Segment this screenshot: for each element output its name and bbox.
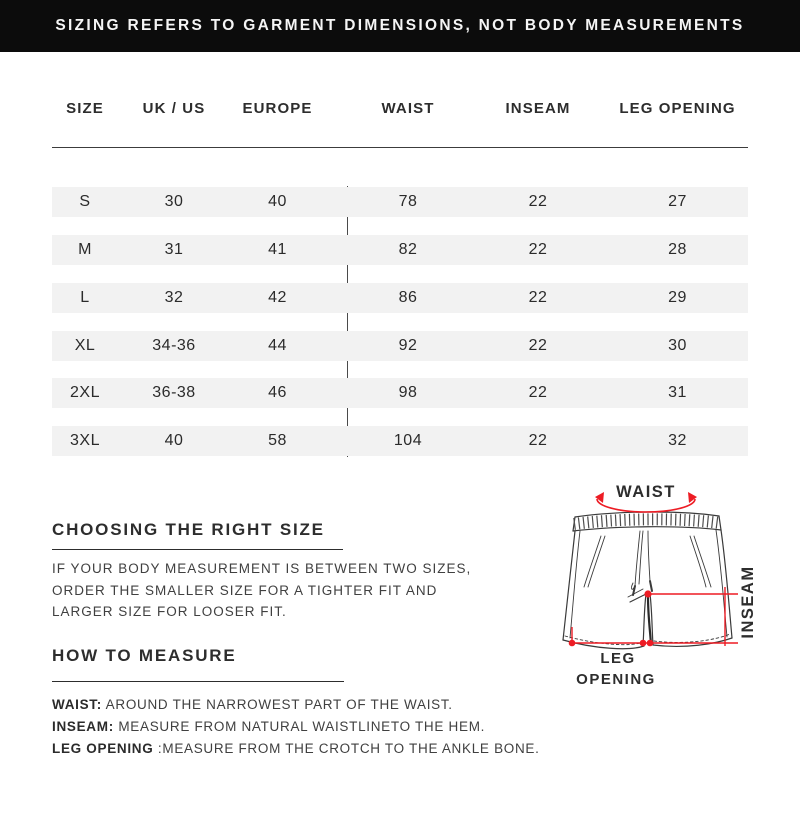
leg-opening-label-line2: OPENING — [576, 671, 656, 688]
table-cell: 30 — [668, 337, 687, 354]
column-header-size: SIZE — [66, 100, 104, 117]
table-cell: 44 — [268, 337, 287, 354]
table-cell: 22 — [528, 193, 548, 210]
how-to-measure-heading: HOW TO MEASURE — [52, 646, 237, 665]
measure-item-leg-opening — [52, 738, 540, 760]
leg-left-dot — [569, 640, 576, 647]
column-header-europe: EUROPE — [242, 100, 313, 117]
measure-item-waist — [52, 694, 540, 716]
paragraph-line: LARGER SIZE FOR LOOSER FIT. — [52, 604, 287, 619]
table-cell: 22 — [528, 432, 548, 449]
table-cell: 78 — [398, 193, 418, 210]
table-row — [52, 426, 748, 456]
table-cell: 22 — [528, 241, 548, 258]
table-cell: 40 — [164, 432, 184, 449]
table-cell: 30 — [164, 193, 184, 210]
shorts-sketch — [540, 470, 800, 700]
table-cell: 41 — [268, 241, 287, 258]
waist-arrow-right — [688, 492, 697, 503]
table-cell: 34-36 — [152, 337, 196, 354]
table-cell: 98 — [398, 384, 418, 401]
table-cell: 22 — [528, 384, 548, 401]
table-cell: 40 — [268, 193, 287, 210]
measure-heading-rule — [52, 681, 344, 682]
table-cell: M — [78, 241, 92, 258]
table-cell: 27 — [668, 193, 687, 210]
table-cell: 28 — [668, 241, 687, 258]
table-row — [52, 331, 748, 361]
table-row — [52, 283, 748, 313]
top-banner — [0, 0, 800, 52]
leg-inner-dot — [640, 640, 647, 647]
table-row — [52, 378, 748, 408]
table-cell: 32 — [164, 289, 184, 306]
column-header-leg-opening: LEG OPENING — [619, 100, 736, 117]
table-cell: 86 — [398, 289, 418, 306]
inseam-label: INSEAM — [739, 565, 757, 639]
header-rule — [52, 147, 748, 148]
column-header-uk-us: UK / US — [142, 100, 206, 117]
table-cell: 31 — [668, 384, 687, 401]
measure-item-label: INSEAM: — [52, 719, 114, 734]
column-header-inseam: INSEAM — [505, 100, 571, 117]
measure-instructions — [52, 694, 540, 760]
leg-opening-label-line1: LEG — [600, 650, 636, 667]
column-header-waist: WAIST — [381, 100, 435, 117]
column-divider — [347, 186, 348, 457]
table-cell: S — [79, 193, 91, 210]
measure-item-label: WAIST: — [52, 697, 102, 712]
table-header-row — [52, 100, 748, 117]
measure-item-text: MEASURE FROM NATURAL WAISTLINETO THE HEM. — [113, 719, 486, 734]
table-cell: 3XL — [70, 432, 100, 449]
waist-arrow-left — [595, 492, 604, 503]
table-cell: 58 — [268, 432, 287, 449]
table-cell: 29 — [668, 289, 687, 306]
choosing-heading-rule — [52, 549, 343, 550]
table-cell: 2XL — [70, 384, 100, 401]
size-table — [52, 100, 748, 456]
table-cell: 46 — [268, 384, 287, 401]
table-cell: L — [80, 289, 90, 306]
table-cell: 22 — [528, 337, 548, 354]
table-cell: 31 — [164, 241, 184, 258]
crotch-dot — [644, 590, 651, 597]
shorts-outline — [563, 512, 732, 649]
paragraph-line: ORDER THE SMALLER SIZE FOR A TIGHTER FIT AND — [52, 582, 438, 598]
table-cell: 82 — [398, 241, 418, 258]
banner-text: SIZING REFERS TO GARMENT DIMENSIONS, NOT BODY MEASUREMENTS — [55, 17, 745, 34]
table-cell: 22 — [528, 289, 548, 306]
table-cell: 36-38 — [152, 384, 196, 401]
shorts-measurement-diagram — [540, 470, 800, 700]
table-row — [52, 187, 748, 217]
table-cell: 92 — [398, 337, 418, 354]
table-cell: 32 — [668, 432, 687, 449]
leg-inner-dot-2 — [647, 640, 654, 647]
paragraph-line: IF YOUR BODY MEASUREMENT IS BETWEEN TWO SIZES, — [52, 561, 472, 576]
table-cell: XL — [74, 337, 96, 354]
measure-item-label: LEG OPENING — [52, 741, 154, 756]
table-cell: 42 — [268, 289, 287, 306]
choosing-size-paragraph — [52, 558, 471, 623]
waist-label: WAIST — [616, 483, 676, 501]
choosing-size-heading: CHOOSING THE RIGHT SIZE — [52, 520, 325, 539]
measure-item-inseam — [52, 716, 540, 738]
measure-item-text: :MEASURE FROM THE CROTCH TO THE ANKLE BONE. — [153, 741, 540, 756]
measure-item-text: AROUND THE NARROWEST PART OF THE WAIST. — [101, 697, 453, 712]
table-cell: 104 — [393, 432, 423, 449]
table-row — [52, 235, 748, 265]
